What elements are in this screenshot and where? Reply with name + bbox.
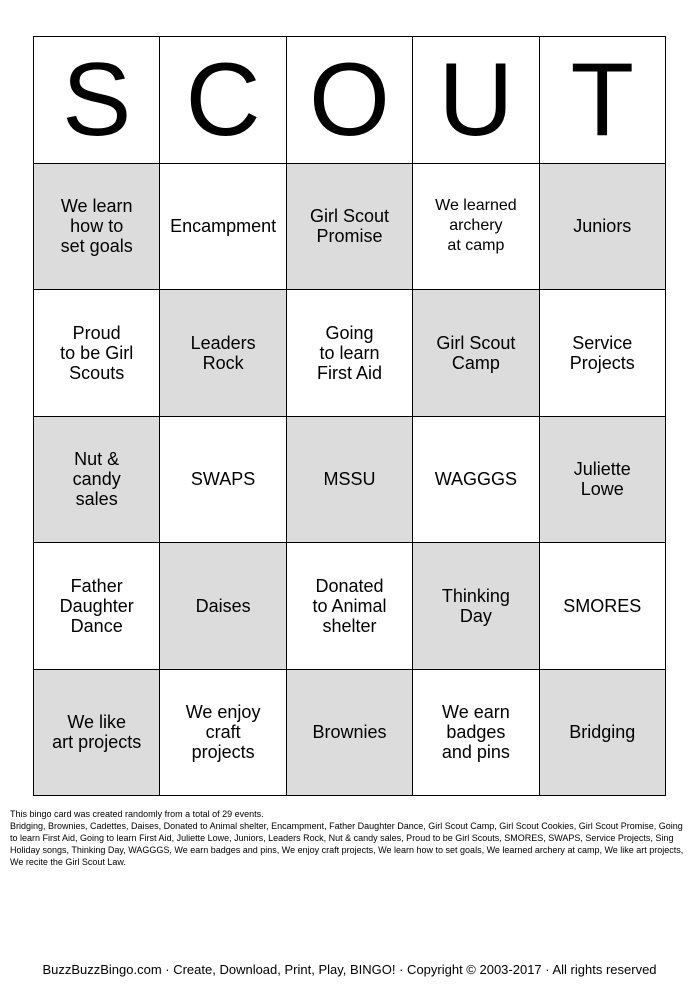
- bingo-cell-text: MSSU: [323, 469, 376, 490]
- event-list: Bridging, Brownies, Cadettes, Daises, Donated to Animal shelter, Encampment, Father Daughter Dance, Girl Scout Camp, Girl Scout Cookies, Girl Scout Promise, Going to learn First Aid, Going to learn First Aid, Juliette Lowe, Juniors, Leaders Rock, Nut & candy sales, Proud to be Girl Scouts, SMORES, SWAPS, Service Projects, Sing Holiday songs, Thinking Day, WAGGGS, We earn badges and pins, We enjoy craft projects, We learn how to set goals, We learned archery at camp, We like art projects, We recite the Girl Scout Law.: [10, 821, 684, 867]
- header-letter-s: [34, 37, 160, 164]
- header-letter-t: [540, 37, 666, 164]
- bingo-cell-text: Leaders Rock: [190, 332, 256, 373]
- bingo-cell: [287, 543, 413, 670]
- bingo-cell-text: Father Daughter Dance: [59, 575, 134, 636]
- bingo-cell: [34, 543, 160, 670]
- header-letter-text: S: [62, 41, 132, 158]
- bingo-cell: [287, 290, 413, 417]
- bingo-cell-text: SMORES: [563, 595, 642, 616]
- bingo-cell: [160, 417, 286, 544]
- bingo-cell: [34, 670, 160, 797]
- bingo-cell: [287, 164, 413, 291]
- bingo-cell: [34, 164, 160, 291]
- bingo-cell: [160, 290, 286, 417]
- bingo-cell-text: We learn how to set goals: [60, 196, 133, 257]
- bingo-cell-text: Brownies: [312, 722, 387, 743]
- bingo-cell: [540, 290, 666, 417]
- bingo-cell: [413, 290, 539, 417]
- bingo-cell: [413, 543, 539, 670]
- bingo-cell-text: We learned archery at camp: [435, 197, 517, 255]
- bingo-cell: [413, 670, 539, 797]
- bingo-cell: [287, 417, 413, 544]
- bingo-cell-text: Encampment: [170, 216, 277, 237]
- bingo-cell-text: We earn badges and pins: [441, 702, 510, 763]
- bingo-cell-text: Juliette Lowe: [573, 459, 631, 500]
- bingo-cell-text: We like art projects: [52, 712, 142, 753]
- header-letter-text: O: [309, 41, 390, 158]
- header-letter-u: [413, 37, 539, 164]
- bingo-cell-text: Nut & candy sales: [72, 449, 121, 510]
- bingo-cell-text: Girl Scout Camp: [436, 332, 516, 373]
- bingo-cell: [34, 290, 160, 417]
- bingo-cell-text: Daises: [195, 595, 251, 616]
- bingo-cell-text: Thinking Day: [441, 585, 510, 626]
- created-note: This bingo card was created randomly from a total of 29 events.: [10, 809, 264, 819]
- bingo-cell: [540, 543, 666, 670]
- header-letter-text: U: [438, 41, 514, 158]
- bingo-cell: [413, 164, 539, 291]
- header-letter-o: [287, 37, 413, 164]
- bingo-cell-text: Girl Scout Promise: [309, 206, 389, 247]
- bingo-cell-text: Service Projects: [569, 332, 635, 373]
- bingo-card: [33, 36, 666, 796]
- bingo-cell: [287, 670, 413, 797]
- bingo-cell: [160, 670, 286, 797]
- header-letter-c: [160, 37, 286, 164]
- bingo-cell: [540, 417, 666, 544]
- copyright-line: BuzzBuzzBingo.com · Create, Download, Print, Play, BINGO! · Copyright © 2003-2017 · All rights reserved: [42, 962, 657, 977]
- bingo-cell: [540, 670, 666, 797]
- bingo-cell-text: SWAPS: [190, 469, 256, 490]
- bingo-cell: [413, 417, 539, 544]
- bingo-cell: [160, 164, 286, 291]
- bingo-cell-text: We enjoy craft projects: [185, 702, 261, 763]
- header-letter-text: T: [570, 41, 635, 158]
- bingo-cell: [540, 164, 666, 291]
- header-letter-text: C: [185, 41, 261, 158]
- bingo-cell-text: Proud to be Girl Scouts: [60, 322, 134, 383]
- bingo-cell-text: Donated to Animal shelter: [312, 575, 387, 636]
- card-footer-notes: [10, 808, 690, 868]
- bingo-cell-text: Bridging: [569, 722, 636, 743]
- bingo-cell: [34, 417, 160, 544]
- bingo-cell: [160, 543, 286, 670]
- bingo-cell-text: Going to learn First Aid: [316, 322, 382, 383]
- bingo-cell-text: Juniors: [573, 216, 632, 237]
- bingo-cell-text: WAGGGS: [434, 469, 518, 490]
